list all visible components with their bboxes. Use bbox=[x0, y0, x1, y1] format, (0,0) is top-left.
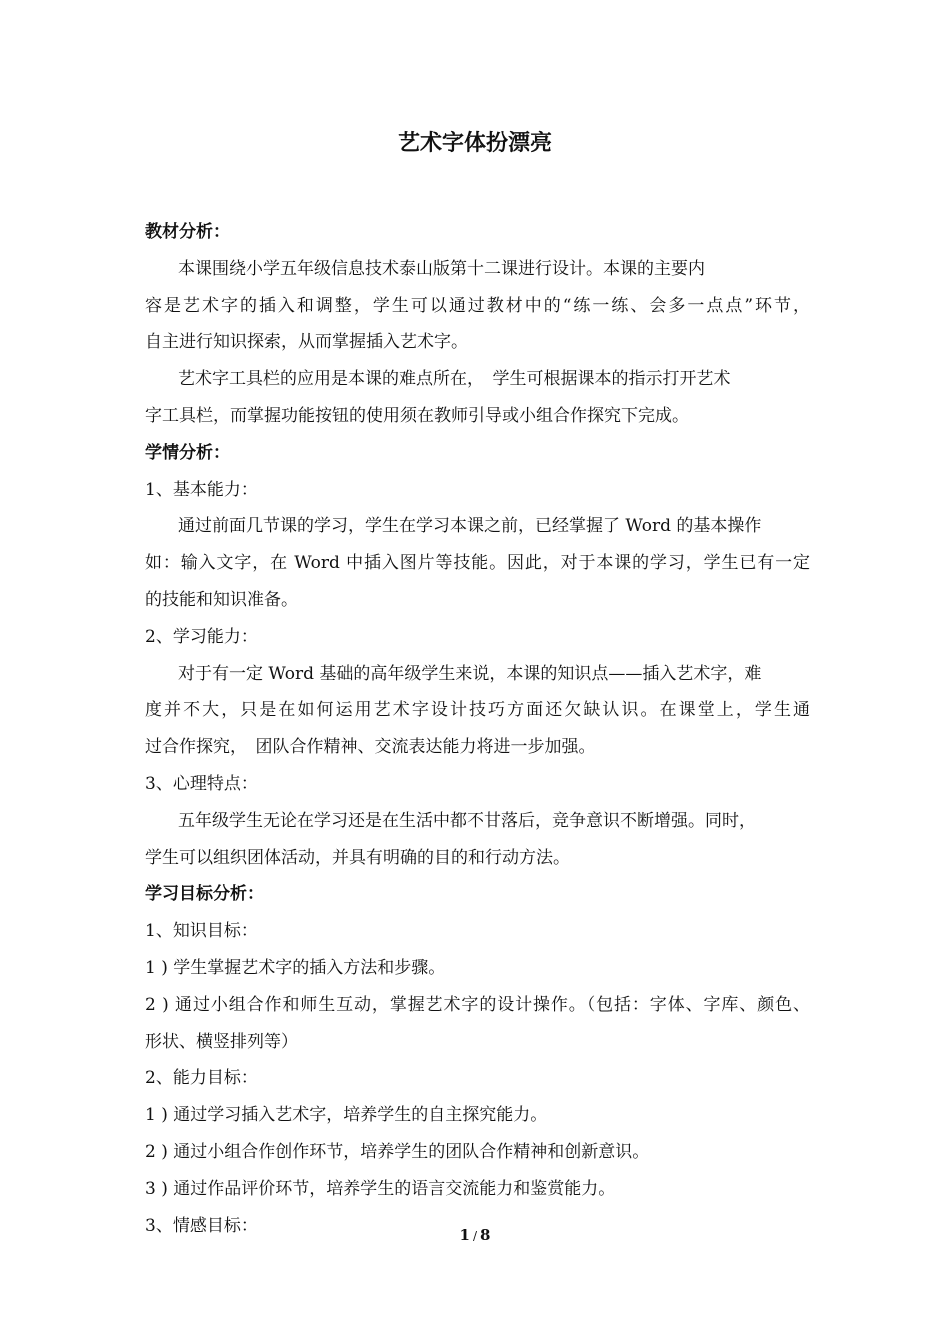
text-line: 的技能和知识准备。 bbox=[145, 589, 298, 610]
section-heading: 学情分析： bbox=[145, 442, 230, 463]
text-line: 2 ) 通过小组合作和师生互动，掌握艺术字的设计操作。（包括：字体、字库、颜色、 bbox=[145, 994, 810, 1015]
page-title: 艺术字体扮漂亮 bbox=[397, 131, 552, 156]
text-line: 3、心理特点： bbox=[145, 773, 258, 794]
text-line: 1 ) 通过学习插入艺术字，培养学生的自主探究能力。 bbox=[145, 1105, 548, 1126]
text-line: 2 ) 通过小组合作创作环节，培养学生的团队合作精神和创新意识。 bbox=[145, 1141, 650, 1162]
text-line: 过合作探究， 团队合作精神、交流表达能力将进一步加强。 bbox=[145, 737, 596, 758]
document-body bbox=[145, 214, 810, 1244]
text-line: 对于有一定 Word 基础的高年级学生来说，本课的知识点——插入艺术字，难 bbox=[178, 663, 762, 684]
section-heading: 教材分析： bbox=[145, 222, 230, 242]
text-line: 1、知识目标： bbox=[145, 921, 258, 942]
text-line: 本课围绕小学五年级信息技术泰山版第十二课进行设计。本课的主要内 bbox=[178, 258, 705, 279]
text-line: 如：输入文字，在 Word 中插入图片等技能。因此，对于本课的学习，学生已有一定 bbox=[145, 553, 810, 574]
text-line: 2、学习能力： bbox=[145, 626, 258, 647]
text-line: 1 ) 学生掌握艺术字的插入方法和步骤。 bbox=[145, 957, 446, 978]
text-line: 3、情感目标： bbox=[145, 1215, 258, 1236]
current-page-number: 1 bbox=[459, 1226, 470, 1244]
text-line: 容是艺术字的插入和调整，学生可以通过教材中的“练一练、会多一点点”环节， bbox=[145, 295, 810, 316]
total-page-count: 8 bbox=[480, 1226, 491, 1244]
text-line: 1、基本能力： bbox=[145, 479, 258, 500]
text-line: 2、能力目标： bbox=[145, 1068, 258, 1089]
text-line: 自主进行知识探索，从而掌握插入艺术字。 bbox=[145, 332, 468, 353]
text-line: 五年级学生无论在学习还是在生活中都不甘落后，竞争意识不断增强。同时， bbox=[178, 810, 756, 831]
text-line: 3 ) 通过作品评价环节，培养学生的语言交流能力和鉴赏能力。 bbox=[145, 1178, 616, 1199]
page-footer bbox=[0, 1226, 950, 1244]
text-line: 艺术字工具栏的应用是本课的难点所在， 学生可根据课本的指示打开艺术 bbox=[178, 369, 731, 390]
text-line: 通过前面几节课的学习，学生在学习本课之前，已经掌握了 Word 的基本操作 bbox=[178, 516, 762, 537]
text-line: 形状、横竖排列等） bbox=[145, 1031, 298, 1052]
page-separator: / bbox=[472, 1229, 478, 1243]
text-line: 度并不大，只是在如何运用艺术字设计技巧方面还欠缺认识。在课堂上，学生通 bbox=[145, 700, 810, 721]
text-line: 学生可以组织团体活动，并具有明确的目的和行动方法。 bbox=[145, 847, 570, 868]
text-line: 字工具栏，而掌握功能按钮的使用须在教师引导或小组合作探究下完成。 bbox=[145, 405, 689, 426]
section-heading: 学习目标分析： bbox=[145, 884, 264, 905]
